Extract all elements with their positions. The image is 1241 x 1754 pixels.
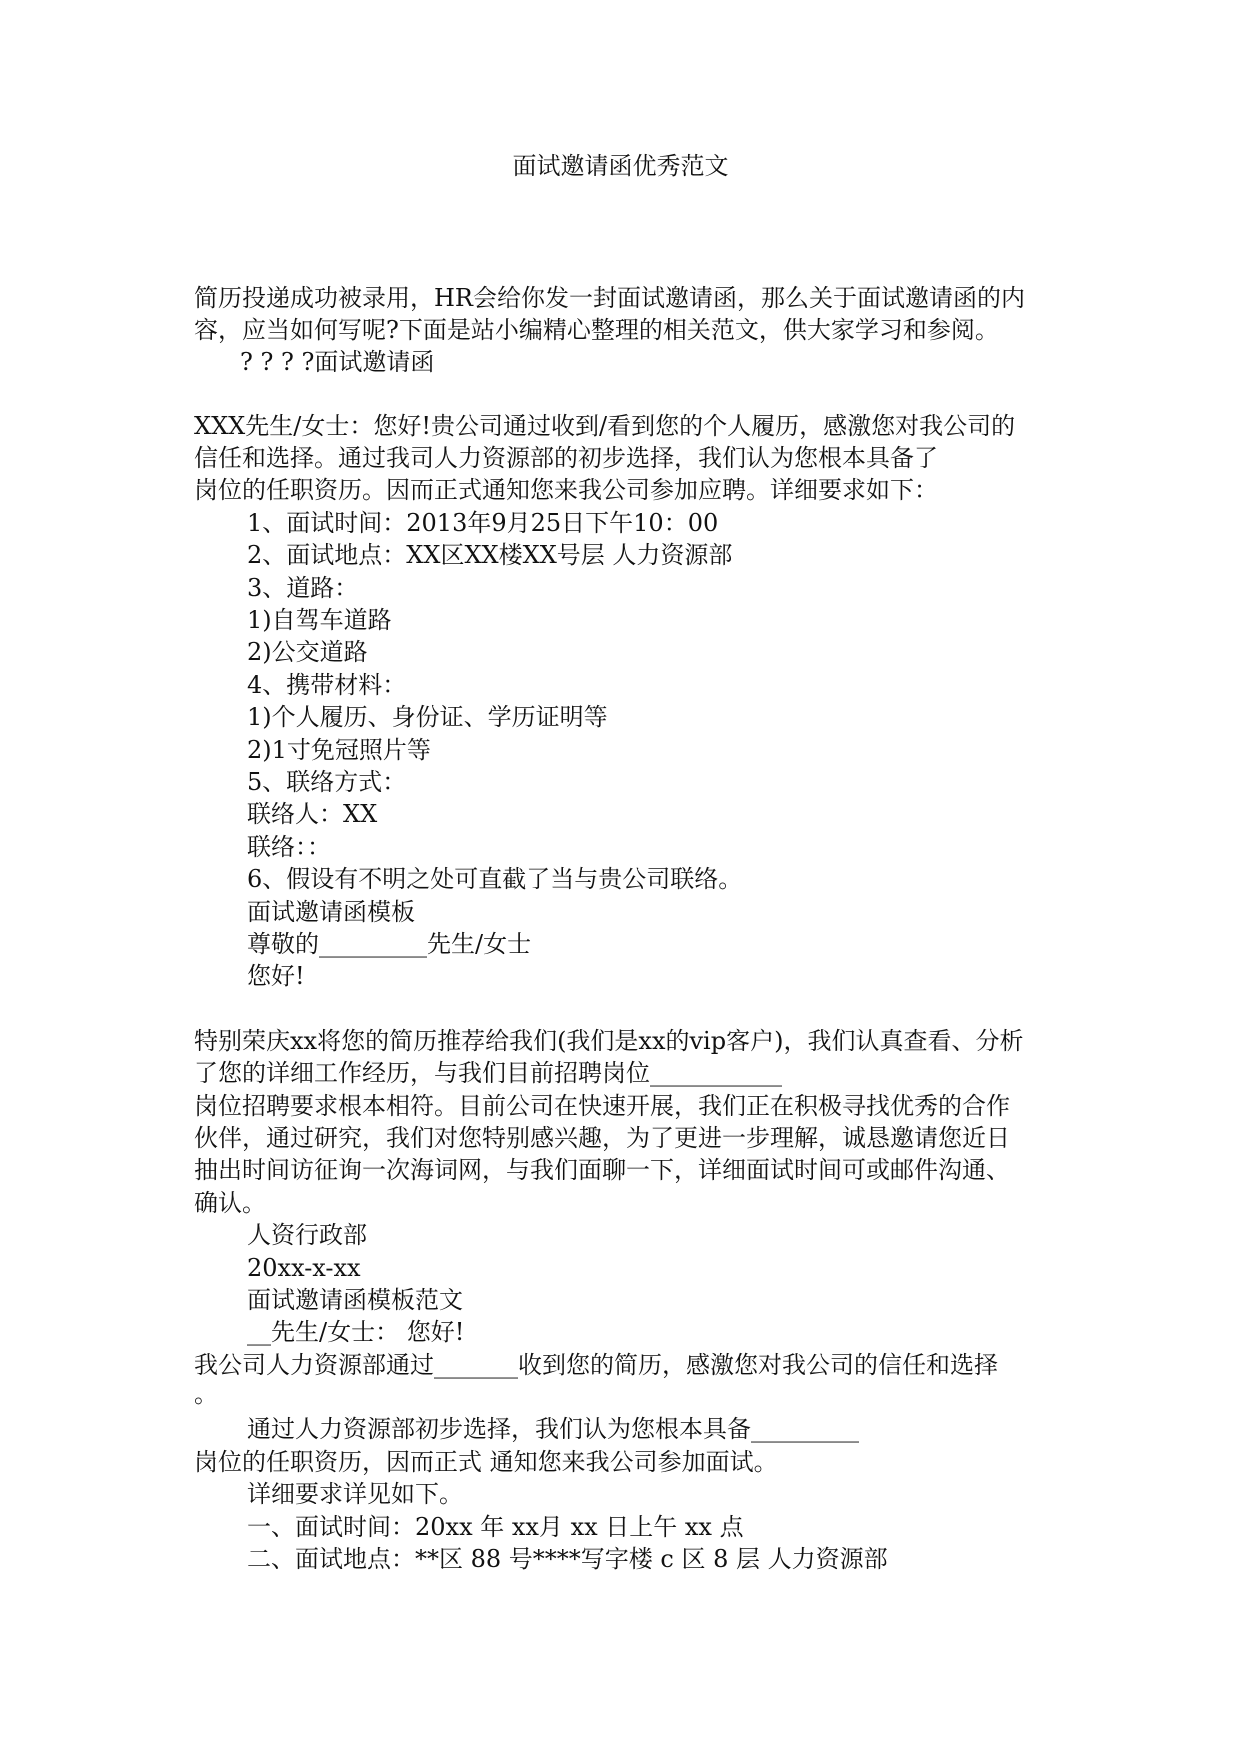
list-item: 联络人：XX (247, 800, 378, 828)
signature-department: 人资行政部 (247, 1221, 367, 1249)
list-item: 3、道路： (247, 574, 359, 602)
section-heading: 面试邀请函模板范文 (247, 1286, 463, 1314)
list-item: 1)个人履历、身份证、学历证明等 (247, 703, 608, 731)
paragraph-line: 我公司人力资源部通过_______收到您的简历，感激您对我公司的信任和选择 (194, 1351, 998, 1379)
list-item: 4、携带材料： (247, 671, 407, 699)
paragraph-line: 详细要求详见如下。 (247, 1480, 463, 1508)
paragraph-line: 通过人力资源部初步选择，我们认为您根本具备_________ (247, 1415, 859, 1443)
paragraph-line: 伙伴，通过研究，我们对您特别感兴趣，为了更进一步理解，诚恳邀请您近日 (194, 1124, 1010, 1152)
paragraph-line: 容，应当如何写呢?下面是站小编精心整理的相关范文，供大家学习和参阅。 (194, 316, 999, 344)
paragraph-line: 抽出时间访征询一次海词网，与我们面聊一下，详细面试时间可或邮件沟通、 (194, 1156, 1010, 1184)
paragraph-line: 了您的详细工作经历，与我们目前招聘岗位___________ (194, 1059, 782, 1087)
paragraph-line: 岗位的任职资历。因而正式通知您来我公司参加应聘。详细要求如下： (194, 476, 938, 504)
list-item: 6、假设有不明之处可直截了当与贵公司联络。 (247, 865, 743, 893)
section-heading: 面试邀请函模板 (247, 898, 415, 926)
paragraph-line: 确认。 (194, 1189, 266, 1217)
paragraph-line: 岗位招聘要求根本相符。目前公司在快速开展，我们正在积极寻找优秀的合作 (194, 1092, 1010, 1120)
paragraph-line: 岗位的任职资历，因而正式 通知您来我公司参加面试。 (194, 1448, 778, 1476)
list-item: 2)1寸免冠照片等 (247, 736, 431, 764)
list-item: 1)自驾车道路 (247, 606, 392, 634)
paragraph-line: XXX先生/女士：您好!贵公司通过收到/看到您的个人履历，感激您对我公司的 (194, 412, 1016, 440)
section-heading: ? ? ? ?面试邀请函 (240, 348, 435, 376)
list-item: 2)公交道路 (247, 638, 368, 666)
greeting-line: 您好! (247, 962, 305, 990)
salutation-line: 尊敬的_________先生/女士 (247, 930, 532, 958)
salutation-line: __先生/女士： 您好! (247, 1318, 465, 1346)
list-item: 联络：： (247, 833, 331, 861)
list-item: 二、面试地点：**区 88 号****写字楼 c 区 8 层 人力资源部 (247, 1545, 888, 1573)
list-item: 5、联络方式： (247, 768, 407, 796)
list-item: 1、面试时间：2013年9月25日下午10：00 (247, 509, 719, 537)
list-item: 一、面试时间：20xx 年 xx月 xx 日上午 xx 点 (247, 1513, 744, 1541)
signature-date: 20xx-x-xx (247, 1254, 361, 1282)
document-title: 面试邀请函优秀范文 (512, 152, 729, 180)
paragraph-line: 特别荣庆xx将您的简历推荐给我们(我们是xx的vip客户)，我们认真查看、分析 (194, 1027, 1024, 1055)
paragraph-line: 简历投递成功被录用，HR会给你发一封面试邀请函，那么关于面试邀请函的内 (194, 284, 1025, 312)
list-item: 2、面试地点：XX区XX楼XX号层 人力资源部 (247, 541, 733, 569)
paragraph-line: 。 (194, 1380, 218, 1408)
paragraph-line: 信任和选择。通过我司人力资源部的初步选择，我们认为您根本具备了 (194, 444, 938, 472)
